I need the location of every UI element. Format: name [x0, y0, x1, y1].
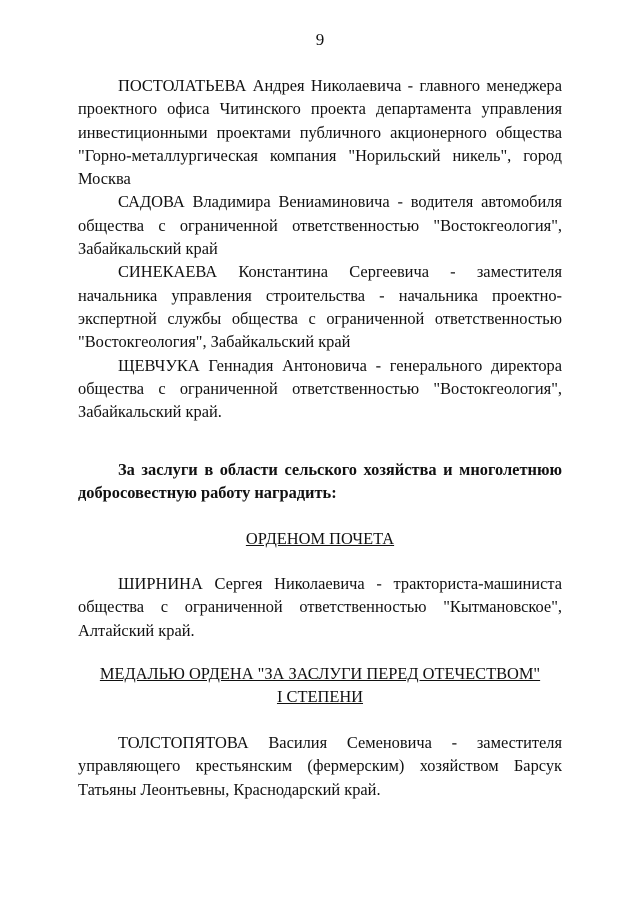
awardee-list [78, 731, 562, 801]
awardee-entry: СИНЕКАЕВА Константина Сергеевича - заместителя начальника управления строительства - начальника проектно-экспертной службы общества с ограниченной ответственностью "Востокгеология", Забайкальский край [78, 262, 562, 352]
awardee-list [78, 572, 562, 642]
award-title-order-of-honor: ОРДЕНОМ ПОЧЕТА [245, 529, 395, 548]
awardee-entry: ЩЕВЧУКА Геннадия Антоновича - генерального директора общества с ограниченной ответственностью "Востокгеология", Забайкальский край. [78, 355, 562, 422]
awardee-entry: ПОСТОЛАТЬЕВА Андрея Николаевича - главного менеджера проектного офиса Читинского проекта департамента управления инвестиционными проектами публичного акционерного общества "Горно-металлургическая компания "Норильский никель", город Москва [78, 76, 562, 189]
section-heading: За заслуги в области сельского хозяйства и многолетнюю добросовестную работу наградить: [78, 460, 562, 503]
awardee-list [78, 74, 562, 423]
awardee-entry: САДОВА Владимира Вениаминовича - водителя автомобиля общества с ограниченной ответственностью "Востокгеология", Забайкальский край [78, 192, 562, 259]
awardee-entry: ТОЛСТОПЯТОВА Василия Семеновича - заместителя управляющего крестьянским (фермерским) хозяйством Барсук Татьяны Леонтьевны, Краснодарский край. [78, 733, 562, 799]
award-title-line: I СТЕПЕНИ [276, 687, 364, 707]
award-title-line: МЕДАЛЬЮ ОРДЕНА "ЗА ЗАСЛУГИ ПЕРЕД ОТЕЧЕСТВОМ" [99, 664, 541, 683]
award-title-medal [0, 662, 640, 709]
page-number: 9 [315, 30, 325, 49]
awardee-entry: ШИРНИНА Сергея Николаевича - тракториста-машиниста общества с ограниченной ответственностью "Кытмановское", Алтайский край. [78, 574, 562, 640]
section-heading-block [78, 458, 562, 505]
